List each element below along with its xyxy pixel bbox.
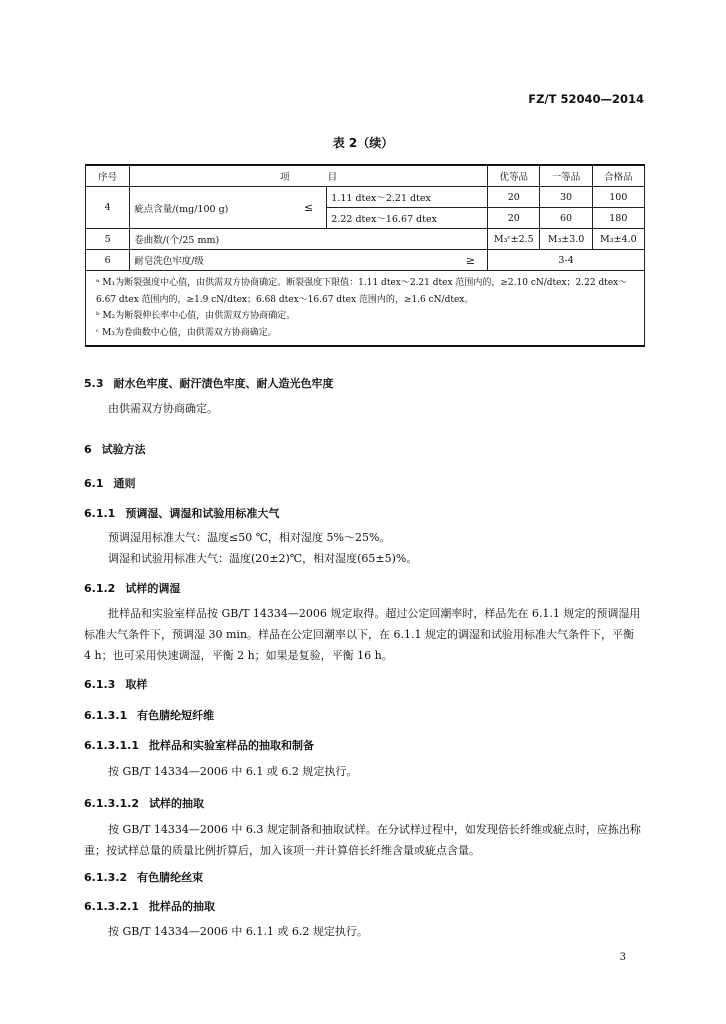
table-row xyxy=(86,187,645,208)
header-grade3: 合格品 xyxy=(592,165,644,187)
table-row xyxy=(86,229,645,250)
table-notes-row xyxy=(86,271,645,347)
cell-grade2: 30 xyxy=(540,187,592,208)
section-paragraph: 按 GB/T 14334—2006 中 6.1.1 或 6.2 规定执行。 xyxy=(108,925,368,938)
section-heading: 6.1.3.1 有色腈纶短纤维 xyxy=(84,709,215,722)
section-heading: 6.1.3.1.1 批样品和实验室样品的抽取和制备 xyxy=(84,739,314,752)
section-paragraph: 批样品和实验室样品按 GB/T 14334—2006 规定取得。超过公定回潮率时，样品先在 6.1.1 规定的预调湿用标准大气条件下，预调湿 30 min。样品在公定回潮率以下，在 6.1.1 规定的调湿和试验用标准大气条件下，平衡 4 h；也可采用快速调湿，平衡 2 h；如果是复验，平衡 16 h。 xyxy=(84,607,641,662)
section-heading: 5.3 耐水色牢度、耐汗渍色牢度、耐人造光色牢度 xyxy=(84,377,334,390)
page-number: 3 xyxy=(619,952,626,963)
cell-grade2: M₃±3.0 xyxy=(540,229,592,250)
header-item: 项 目 xyxy=(130,165,488,187)
row-operator: ≥ xyxy=(327,250,488,271)
footnote-a: ᵃ M₁为断裂强度中心值，由供需双方协商确定。断裂强度下限值：1.11 dtex～2.21 dtex 范围内的，≥2.10 cN/dtex；2.22 dtex～6.67 dtex 范围内的，≥1.9 cN/dtex；6.68 dtex～16.67 dtex 范围内的，≥1.6 cN/dtex。 xyxy=(96,278,628,305)
section-heading: 6 试验方法 xyxy=(84,443,146,456)
cell-grade1: 20 xyxy=(488,187,540,208)
section-heading: 6.1.3 取样 xyxy=(84,678,148,691)
cell-grade3: 180 xyxy=(592,208,644,229)
table-title: 表 2（续） xyxy=(332,136,394,150)
section-heading: 6.1.3.1.2 试样的抽取 xyxy=(84,797,204,810)
section-heading: 6.1.2 试样的调湿 xyxy=(84,582,181,595)
section-heading: 6.1.3.2.1 批样品的抽取 xyxy=(84,900,215,913)
cell-grade3: M₃±4.0 xyxy=(592,229,644,250)
row-item: 耐皂洗色牢度/级 xyxy=(130,250,327,271)
section-heading: 6.1 通则 xyxy=(84,477,136,490)
section-paragraph: 由供需双方协商确定。 xyxy=(108,402,218,415)
section-paragraph: 按 GB/T 14334—2006 中 6.1 或 6.2 规定执行。 xyxy=(108,765,358,778)
row-operator: ≤ xyxy=(291,187,327,229)
row-item: 疵点含量/(mg/100 g) xyxy=(130,187,291,229)
header-seq: 序号 xyxy=(86,165,130,187)
header-grade1: 优等品 xyxy=(488,165,540,187)
cell-grade1: 20 xyxy=(488,208,540,229)
row-range: 1.11 dtex～2.21 dtex xyxy=(327,187,488,208)
table-header-row xyxy=(86,165,645,187)
row-item: 卷曲数/(个/25 mm) xyxy=(130,229,488,250)
section-heading: 6.1.3.2 有色腈纶丝束 xyxy=(84,871,204,884)
section-heading: 6.1.1 预调湿、调湿和试验用标准大气 xyxy=(84,507,280,520)
row-seq: 4 xyxy=(86,187,130,229)
cell-grade1: M₃ᶜ±2.5 xyxy=(488,229,540,250)
row-seq: 5 xyxy=(86,229,130,250)
cell-grade3: 100 xyxy=(592,187,644,208)
standard-number: FZ/T 52040—2014 xyxy=(528,92,644,106)
table-row xyxy=(86,250,645,271)
section-paragraph: 按 GB/T 14334—2006 中 6.3 规定制备和抽取试样。在分试样过程中，如发现倍长纤维或疵点时，应拣出称重；按试样总量的质量比例折算后，加入该项一并计算倍长纤维含量或疵点含量。 xyxy=(84,823,641,857)
footnote-b: ᵇ M₂为断裂伸长率中心值，由供需双方协商确定。 xyxy=(96,311,296,321)
table-notes xyxy=(86,271,645,347)
cell-grade2: 60 xyxy=(540,208,592,229)
row-range: 2.22 dtex～16.67 dtex xyxy=(327,208,488,229)
footnote-c: ᶜ M₃为卷曲数中心值，由供需双方协商确定。 xyxy=(96,327,277,338)
cell-value: 3-4 xyxy=(488,250,645,271)
header-grade2: 一等品 xyxy=(540,165,592,187)
section-paragraph: 预调湿用标准大气：温度≤50 ℃，相对湿度 5%～25%。 调湿和试验用标准大气：温度(20±2)℃，相对湿度(65±5)%。 xyxy=(108,531,418,565)
row-seq: 6 xyxy=(86,250,130,271)
quality-spec-table xyxy=(85,164,645,347)
